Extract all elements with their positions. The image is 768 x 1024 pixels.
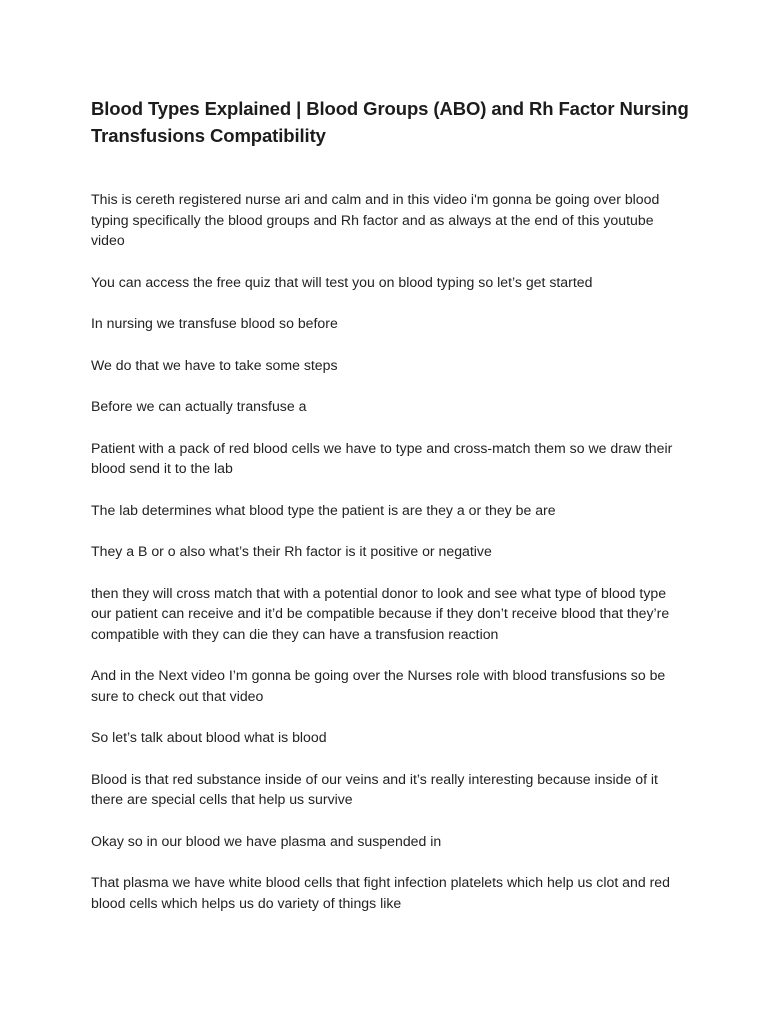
paragraph: In nursing we transfuse blood so before: [91, 315, 338, 331]
paragraph: Before we can actually transfuse a: [91, 398, 307, 414]
paragraph: We do that we have to take some steps: [91, 356, 338, 373]
paragraph: So let’s talk about blood what is blood: [91, 729, 327, 745]
paragraph: And in the Next video I’m gonna be going over the Nurses role with blood transfusions so be sure to check out that video: [91, 667, 666, 704]
paragraph: This is cereth registered nurse ari and calm and in this video i'm gonna be going over blood typing specifically the blood groups and Rh factor and as always at the end of this youtube video: [91, 191, 660, 248]
paragraph: They a B or o also what’s their Rh factor is it positive or negative: [91, 543, 492, 559]
paragraph: then they will cross match that with a potential donor to look and see what type of blood type our patient can receive and it’d be compatible because if they don’t receive blood that they’re compatible with they can die they can have a transfusion reaction: [91, 584, 670, 642]
document-title: Blood Types Explained | Blood Groups (ABO) and Rh Factor Nursing Transfusions Compatibility: [91, 98, 689, 146]
paragraph: That plasma we have white blood cells that fight infection platelets which help us clot and red blood cells which helps us do variety of things like: [91, 874, 670, 911]
paragraph: The lab determines what blood type the patient is are they a or they be are: [91, 501, 556, 518]
paragraph: You can access the free quiz that will test you on blood typing so let’s get started: [91, 273, 593, 290]
paragraph: Patient with a pack of red blood cells we have to type and cross-match them so we draw their blood send it to the lab: [91, 439, 673, 476]
paragraph: Blood is that red substance inside of our veins and it’s really interesting because inside of it there are special cells that help us survive: [91, 770, 658, 807]
paragraph: Okay so in our blood we have plasma and suspended in: [91, 832, 442, 849]
document-body: [91, 189, 686, 934]
